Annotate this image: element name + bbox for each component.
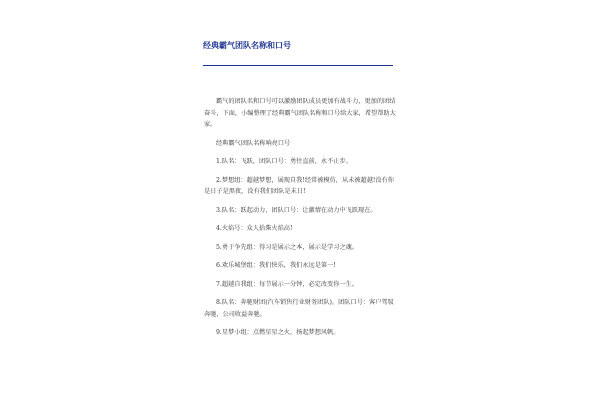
title-underline bbox=[203, 65, 393, 66]
list-item: 8.队名：奔驰财团(汽车销售行业财务团队)，团队口号：客户驾驭奔驰，公司收益奔驰。 bbox=[204, 299, 394, 318]
list-item: 6.欢乐城堡组：我们快乐，我们永远是第一! bbox=[216, 262, 336, 269]
document-title: 经典霸气团队名称和口号 bbox=[203, 40, 291, 50]
document-body bbox=[204, 96, 396, 346]
intro-paragraph: 霸气的团队名和口号可以激励团队成员更加有战斗力，更加的团结奋斗，下面，小编整理了经典霸气团队名称和口号给大家，希望帮助大家。 bbox=[204, 98, 396, 128]
list-item: 5.勇于争先组：得习是展示之本，展示是学习之魂。 bbox=[216, 243, 359, 251]
section-subtitle: 经典霸气团队名称响亮口号 bbox=[216, 139, 291, 147]
list-item: 1.队名：飞跃，团队口号：勇往直前，永不止步。 bbox=[216, 158, 352, 165]
list-item: 4.火焰号：众人拾柴火焰高! bbox=[216, 225, 293, 232]
list-item: 3.队名：跃起动力，团队口号：让激情在动力中飞跃现在。 bbox=[216, 206, 377, 214]
list-item: 7.超越自我组：每节展示一分钟，必定改变你一生。 bbox=[216, 280, 359, 288]
list-item: 2.梦想组：超越梦想，展现自我!经常被模仿，从未被超越!没有你是日子是黑夜，没有我们团队是末日! bbox=[204, 176, 394, 195]
list-item: 9.星梦小组：点燃星星之火，扬起梦想风帆。 bbox=[216, 329, 340, 336]
